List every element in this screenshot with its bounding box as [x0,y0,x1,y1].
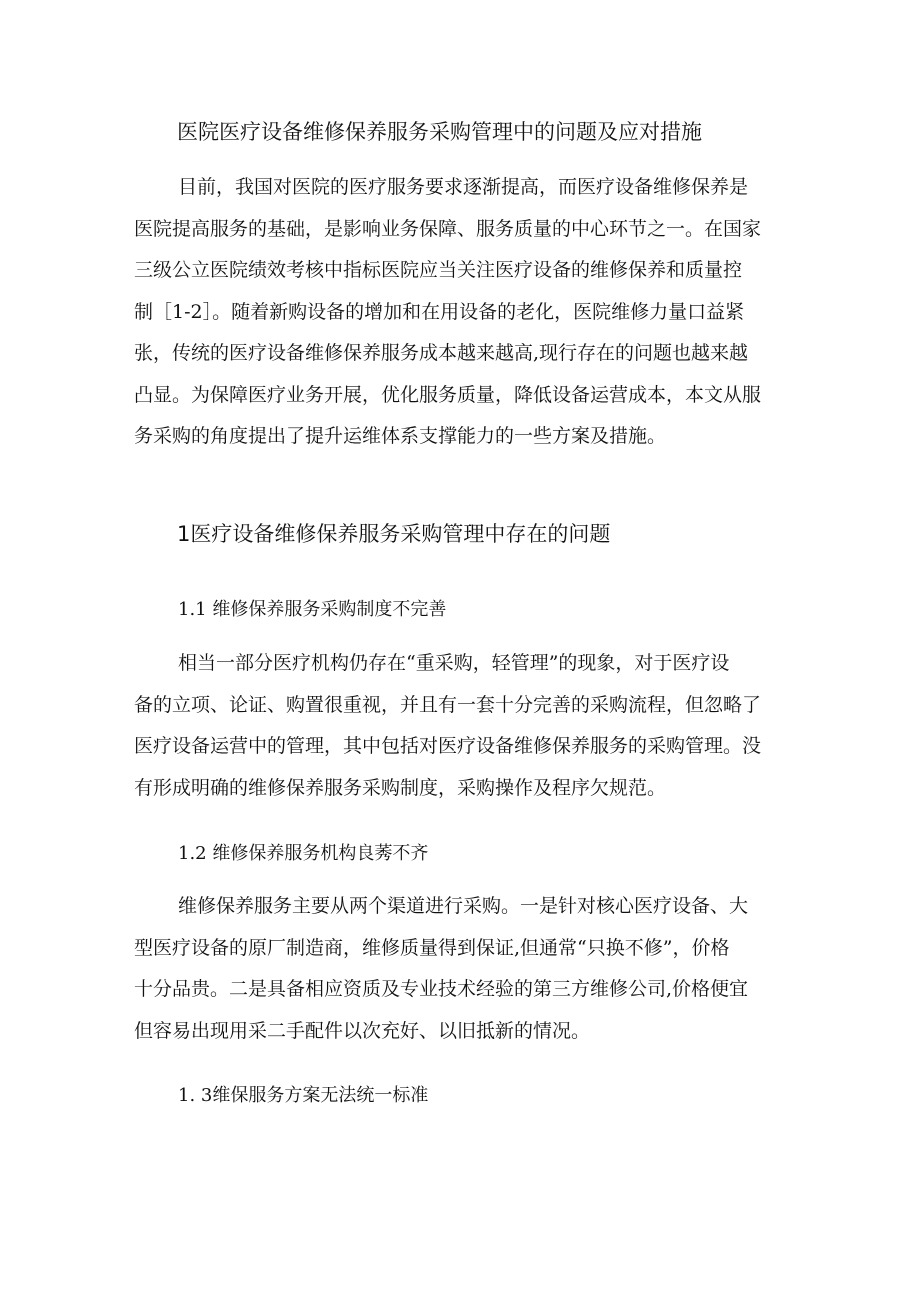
intro-line: 制［1-2］。随着新购设备的增加和在用设备的老化，医院维修力量口益紧 [134,300,745,323]
subsection-1-1-paragraph [134,643,794,809]
intro-line: 医院提高服务的基础，是影响业务保障、服务质量的中心环节之一。在国家 [134,217,762,240]
body-line: 维修保养服务主要从两个渠道进行采购。一是针对核心医疗设备、大 [178,895,749,917]
subsection-1-1-heading: 1.1 维修保养服务采购制度不完善 [178,599,447,620]
subsection-1-2-paragraph [134,886,794,1052]
intro-line: 务采购的角度提出了提升运维体系支撑能力的一些方案及措施。 [134,425,667,447]
body-line: 备的立项、论证、购置很重视，并且有一套十分完善的采购流程，但忽略了 [134,693,762,716]
document-title: 医院医疗设备维修保养服务采购管理中的问题及应对措施 [177,120,702,144]
body-line: 但容易出现用采二手配件以次充好、以旧抵新的情况。 [134,1019,591,1042]
intro-line: 张，传统的医疗设备维修保养服务成本越来越高,现行存在的问题也越来越 [134,342,749,364]
body-line: 医疗设备运营中的管理，其中包括对医疗设备维修保养服务的采购管理。没 [134,735,762,757]
body-line: 有形成明确的维修保养服务采购制度，采购操作及程序欠规范。 [134,776,667,799]
body-line: 十分品贵。二是具备相应资质及专业技术经验的第三方维修公司,价格便宜 [134,978,749,1000]
intro-line: 目前，我国对医院的医疗服务要求逐渐提高，而医疗设备维修保养是 [178,176,749,198]
subsection-1-3-heading: 1. 3维保服务方案无法统一标准 [178,1085,429,1106]
body-line: 相当一部分医疗机构仍存在“重采购，轻管理”的现象，对于医疗设 [178,652,730,674]
section-1-heading: 1医疗设备维修保养服务采购管理中存在的问题 [177,522,611,546]
intro-line: 三级公立医院绩效考核中指标⁠医院应当关注医疗设备的维修保养和质量控 [134,259,743,281]
body-line: 型医疗设备的原厂制造商，维修质量得到保证,但通常“只换不修”，价格 [134,936,730,959]
subsection-1-2-heading: 1.2 维修保养服务机构良莠不齐 [178,843,429,864]
intro-paragraph [134,167,794,458]
intro-line: 凸显。为保障医疗业务开展，优化服务质量，降低设备运营成本，本文从服 [134,383,762,406]
